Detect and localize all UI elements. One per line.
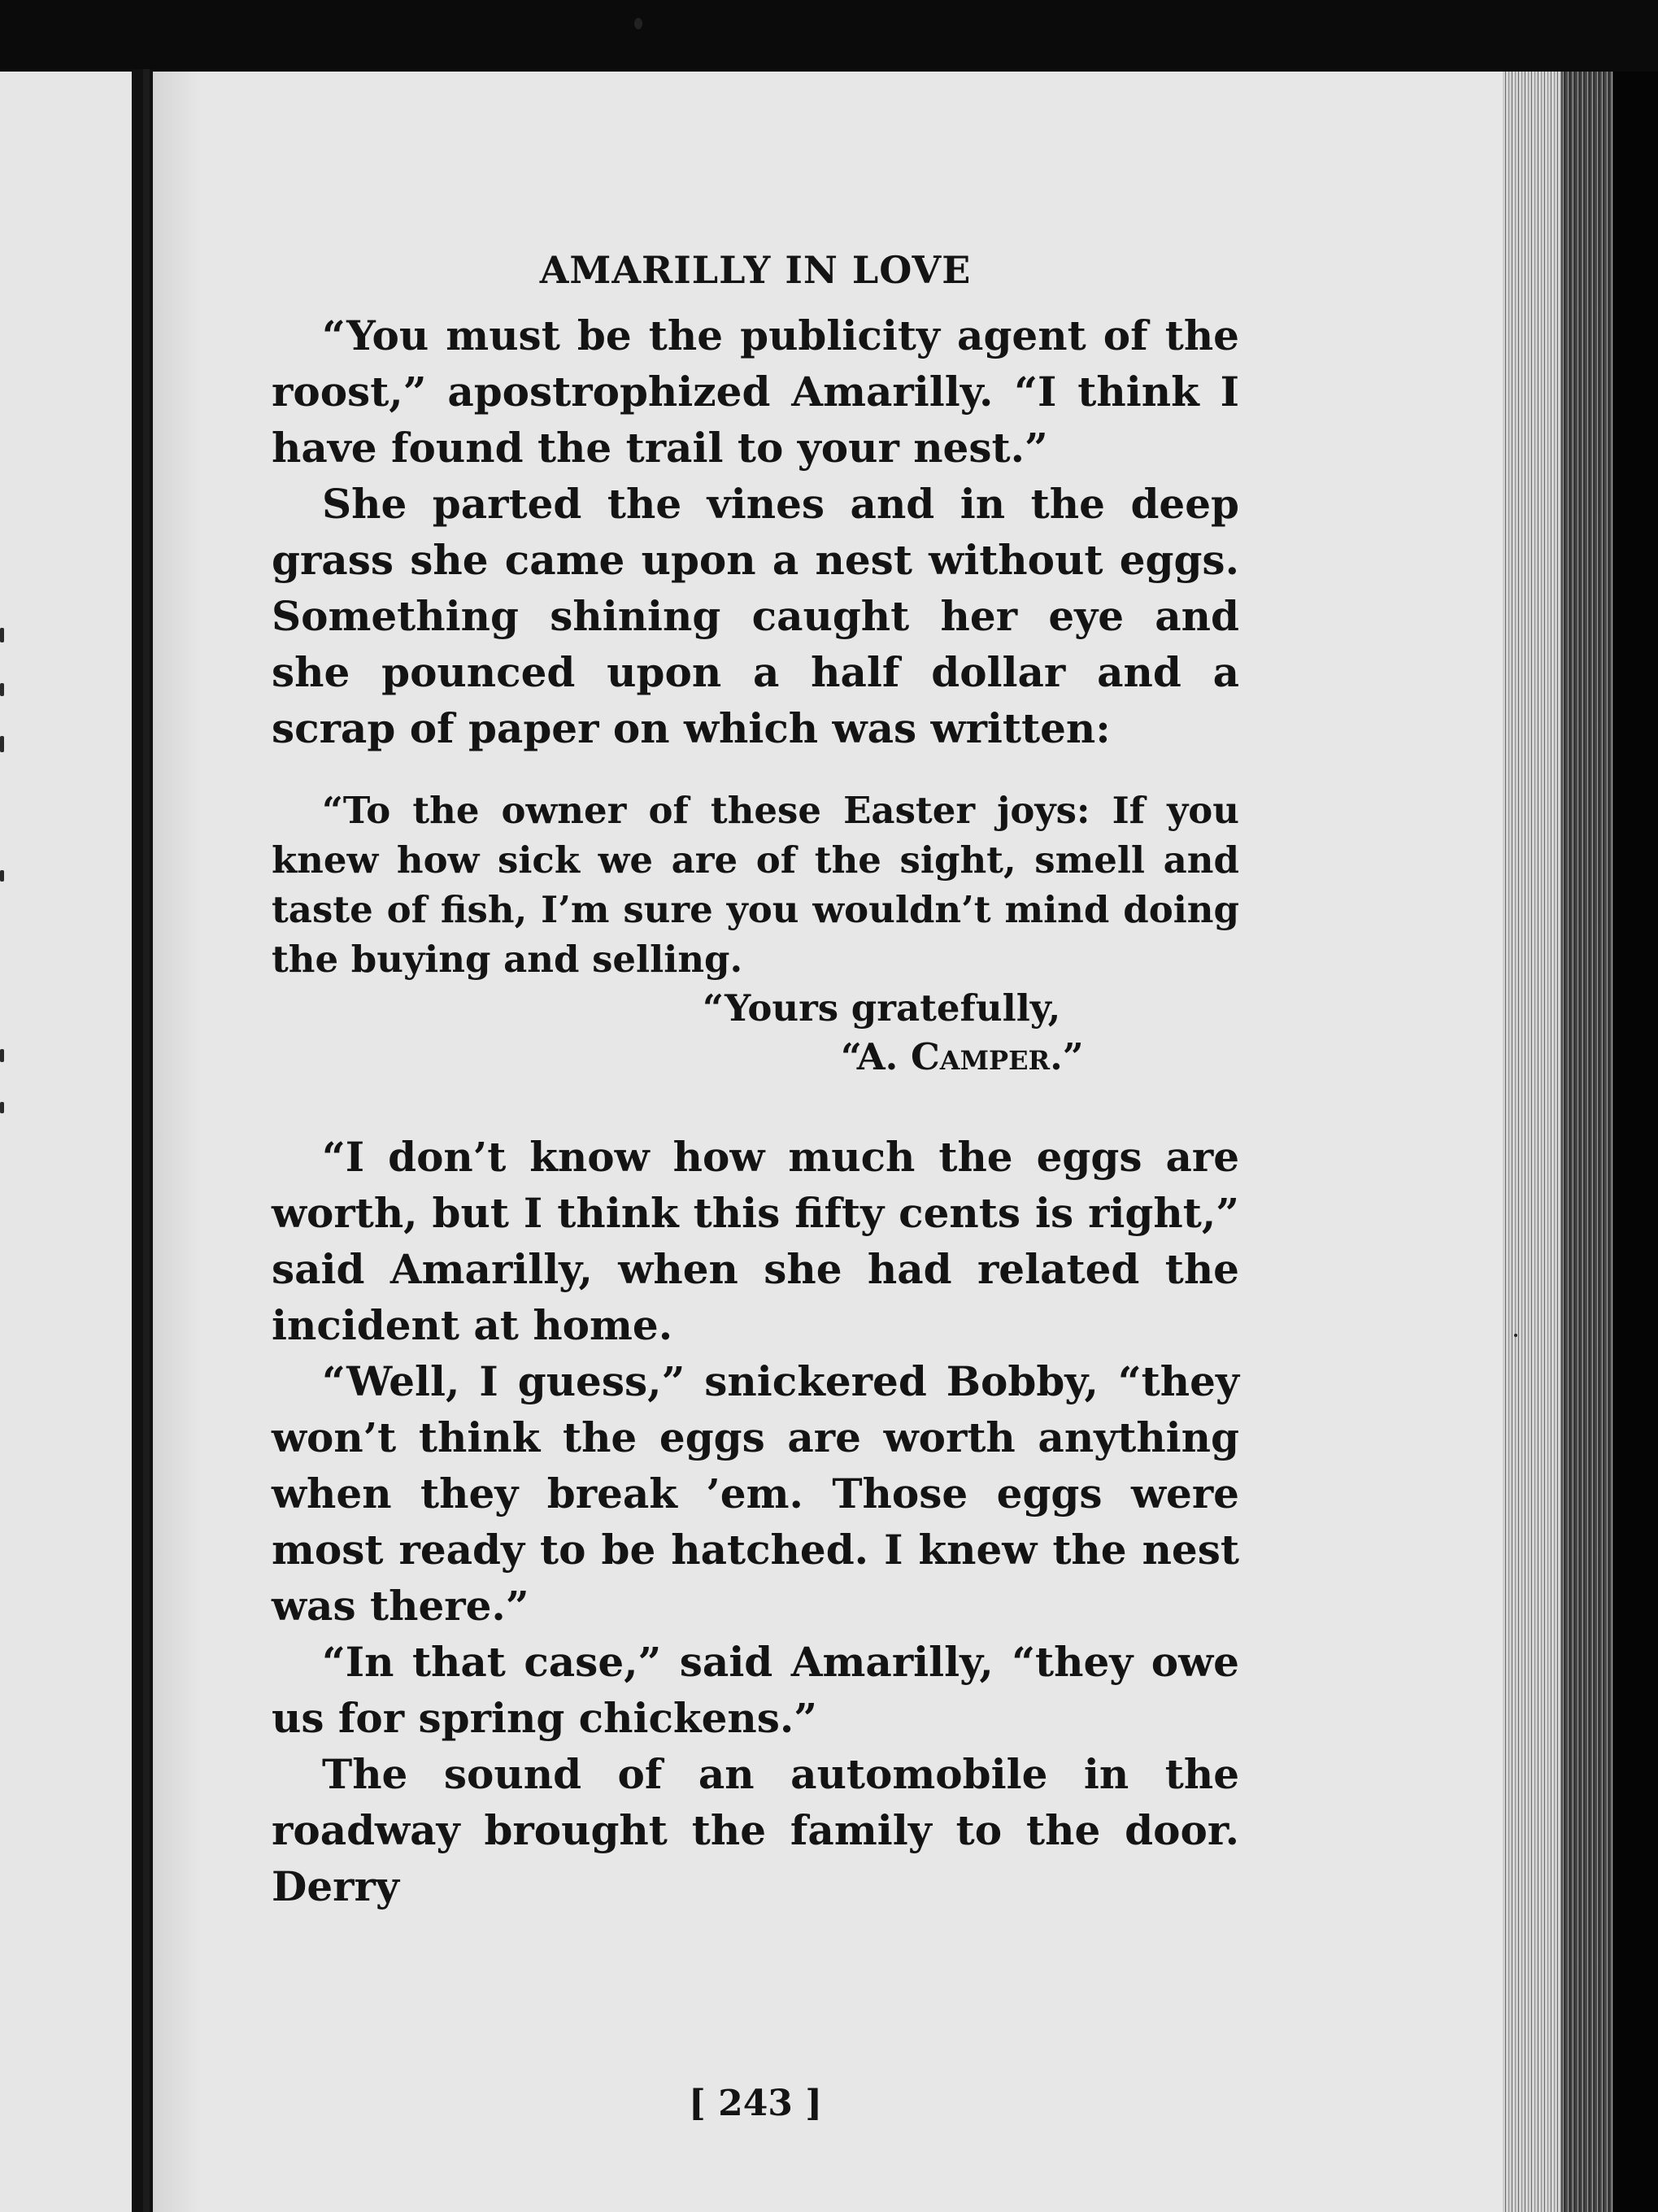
dust-speck — [634, 18, 642, 29]
book-gutter-shadow — [143, 69, 150, 2212]
scan-border-right — [1613, 72, 1658, 2212]
letter-closing: “Yours gratefully, — [703, 986, 1061, 1030]
running-head: AMARILLY IN LOVE — [539, 248, 972, 292]
book-gutter — [132, 69, 153, 2212]
paragraph: “Well, I guess,” snickered Bobby, “they won’t think the eggs are worth anything when they break ’em. Those eggs were most ready to be hatched. I knew the nest was there.” — [272, 1357, 1239, 1630]
facing-page-edge — [0, 72, 132, 2212]
paragraph: “In that case,” said Amarilly, “they owe us for spring chickens.” — [272, 1638, 1239, 1742]
quoted-letter: “To the owner of these Easter joys: If you knew how sick we are of the sight, smell and taste of fish, I’m sure you wouldn’t mind doing the buying and selling. — [272, 789, 1239, 981]
dust-speck — [1514, 1334, 1517, 1337]
page-shading — [153, 72, 202, 2212]
page-text — [272, 244, 1239, 2124]
signature-suffix: .” — [1050, 1035, 1084, 1078]
letter-signature — [272, 1033, 1239, 1082]
signature-prefix: “A. — [841, 1035, 911, 1078]
paragraph: “I don’t know how much the eggs are worth, but I think this fifty cents is right,” said Amarilly, when she had related the incident at home. — [272, 1133, 1239, 1349]
paragraph: She parted the vines and in the deep grass she came upon a nest without eggs. Something shining caught her eye and she pounced upon a half dollar and a scrap of paper on which was written: — [272, 480, 1239, 752]
paragraph: The sound of an automobile in the roadway brought the family to the door. Derry — [272, 1750, 1239, 1910]
signature-name: Camper — [910, 1035, 1051, 1078]
paragraph: “You must be the publicity agent of the roost,” apostrophized Amarilly. “I think I have found the trail to your nest.” — [272, 311, 1239, 472]
page-number: [ 243 ] — [688, 2083, 823, 2124]
page-edge-stack-dark — [1561, 72, 1613, 2212]
